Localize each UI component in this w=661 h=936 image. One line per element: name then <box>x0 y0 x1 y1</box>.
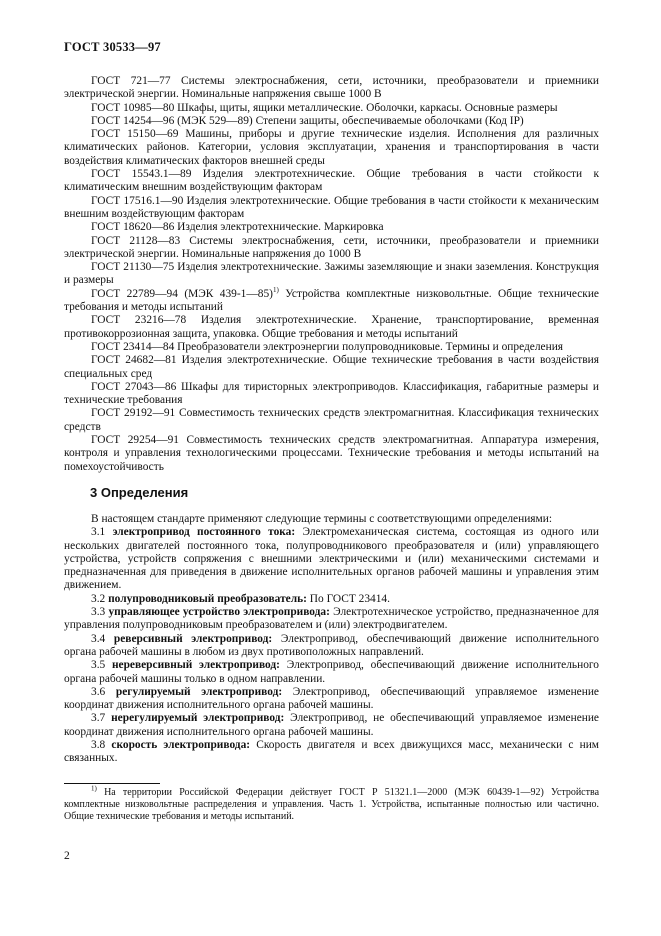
reference-item: ГОСТ 27043—86 Шкафы для тиристорных электроприводов. Классификация, габаритные размеры и технические требования <box>64 380 599 407</box>
reference-item: ГОСТ 15150—69 Машины, приборы и другие технические изделия. Исполнения для различных климатических районов. Категории, условия эксплуатации, хранения и транспортирования в части воздействия климатических факторов внешней среды <box>64 128 599 167</box>
definitions-section <box>64 513 599 766</box>
definition-item <box>64 739 599 766</box>
reference-item: ГОСТ 21130—75 Изделия электротехнические. Зажимы заземляющие и знаки заземления. Конструкция и размеры <box>64 261 599 287</box>
reference-item: ГОСТ 29254—91 Совместимость технических средств электромагнитная. Аппаратура измерения, контроля и управления технологическими процессами. Технические требования и методы испытаний на помехоустойчивость <box>64 434 599 473</box>
definition-term: регулируемый электропривод: <box>115 685 283 698</box>
definition-text: Электропривод, не обеспечивающий управляемое изменение координат движения исполнительного органа рабочей машины. <box>64 712 599 738</box>
definition-number: 3.4 <box>91 632 106 645</box>
definition-text: Электротехническое устройство, предназначенное для управления полупроводниковым преобразователем и (или) электродвигателем. <box>64 606 599 632</box>
definition-item <box>64 633 599 660</box>
definition-term: полупроводниковый преобразователь: <box>108 592 307 605</box>
reference-item: ГОСТ 17516.1—90 Изделия электротехнические. Общие требования в части стойкости к механическим внешним воздействующим факторам <box>64 194 599 220</box>
section-intro: В настоящем стандарте применяют следующие термины с соответствующими определениями: <box>91 513 553 525</box>
reference-text: Устройства комплектные низковольтные. Общие технические требования и методы испытаний <box>64 287 599 314</box>
reference-item: ГОСТ 721—77 Системы электроснабжения, сети, источники, преобразователи и приемники электрической энергии. Номинальные напряжения свыше 1000 В <box>64 75 599 101</box>
definition-term: реверсивный электропривод: <box>113 632 273 645</box>
footnote-marker: 1) <box>91 784 97 793</box>
definition-text: Электропривод, обеспечивающий движение исполнительного органа рабочей машины только в одном направлении. <box>64 659 599 685</box>
definition-text: По ГОСТ 23414. <box>309 592 390 605</box>
definition-number: 3.1 <box>91 526 106 539</box>
definition-term: нереверсивный электропривод: <box>111 659 280 672</box>
definition-item <box>64 606 599 633</box>
normative-references-list <box>64 75 599 474</box>
definition-text: Электропривод, обеспечивающий движение исполнительного органа рабочей машины в любом из двух противоположных направлений. <box>64 632 599 658</box>
definition-text: Скорость двигателя и всех движущихся масс, механически с ним связанных. <box>64 739 599 765</box>
definition-term: скорость электропривода: <box>111 739 251 752</box>
definition-term: нерегулируемый электропривод: <box>111 712 285 725</box>
definition-term: управляющее устройство электропривода: <box>108 606 330 619</box>
definition-number: 3.8 <box>91 739 106 752</box>
reference-item <box>64 285 599 315</box>
footnote-item <box>64 784 600 823</box>
footnote-divider <box>64 783 160 784</box>
page-header-standard-id: ГОСТ 30533—97 <box>64 40 161 54</box>
definition-number: 3.2 <box>91 592 106 605</box>
reference-item: ГОСТ 18620—86 Изделия электротехнические. Маркировка <box>91 221 384 234</box>
definition-number: 3.3 <box>91 606 106 619</box>
reference-item: ГОСТ 29192—91 Совместимость технических средств электромагнитная. Классификация технических средств <box>64 407 599 433</box>
footnote <box>64 784 600 823</box>
definition-item <box>64 526 599 592</box>
reference-item: ГОСТ 21128—83 Системы электроснабжения, сети, источники, преобразователи и приемники электрической энергии. Номинальные напряжения до 1000 В <box>64 234 599 260</box>
definition-text: Электропривод, обеспечивающий управляемое изменение координат движения исполнительного органа рабочей машины. <box>64 685 599 712</box>
reference-text: ГОСТ 22789—94 (МЭК 439-1—85) <box>91 287 273 300</box>
definition-number: 3.7 <box>91 712 106 725</box>
definition-text: Электромеханическая система, состоящая из одного или нескольких двигателей постоянного тока, полупроводникового преобразователя и (или) управляющего устройства, устройств сопряжения с внешними электрическими и (или) механическими системами и предназначенная для приведения в движение исполнительных органов рабочей машины и управления этим движением. <box>64 526 599 592</box>
definition-number: 3.6 <box>91 685 106 698</box>
reference-item: ГОСТ 14254—96 (МЭК 529—89) Степени защиты, обеспечиваемые оболочками (Код IP) <box>91 114 524 127</box>
definition-item <box>64 659 599 686</box>
definition-number: 3.5 <box>91 659 106 672</box>
section-title: 3 Определения <box>90 485 189 500</box>
definition-item <box>64 712 599 739</box>
footnote-text: На территории Российской Федерации действует ГОСТ Р 51321.1—2000 (МЭК 60439-1—92) Устройства комплектные низковольтные распределения и управления. Часть 1. Устройства, испытанные полностью или частично. Общие технические требования и методы испытаний. <box>64 787 600 822</box>
reference-item: ГОСТ 23216—78 Изделия электротехнические. Хранение, транспортирование, временная противокоррозионная защита, упаковка. Общие требования и методы испытаний <box>64 314 599 340</box>
reference-item: ГОСТ 24682—81 Изделия электротехнические. Общие технические требования в части воздействия специальных сред <box>64 354 599 380</box>
definition-term: электропривод постоянного тока: <box>112 526 296 539</box>
definition-item <box>64 593 599 606</box>
reference-item: ГОСТ 10985—80 Шкафы, щиты, ящики металлические. Оболочки, каркасы. Основные размеры <box>91 101 558 114</box>
page-number: 2 <box>64 850 70 862</box>
definition-item <box>64 686 599 713</box>
reference-item: ГОСТ 15543.1—89 Изделия электротехнические. Общие требования в части стойкости к климатическим внешним воздействующим факторам <box>64 168 599 194</box>
footnote-marker: 1) <box>272 285 279 294</box>
reference-item: ГОСТ 23414—84 Преобразователи электроэнергии полупроводниковые. Термины и определения <box>91 340 564 353</box>
